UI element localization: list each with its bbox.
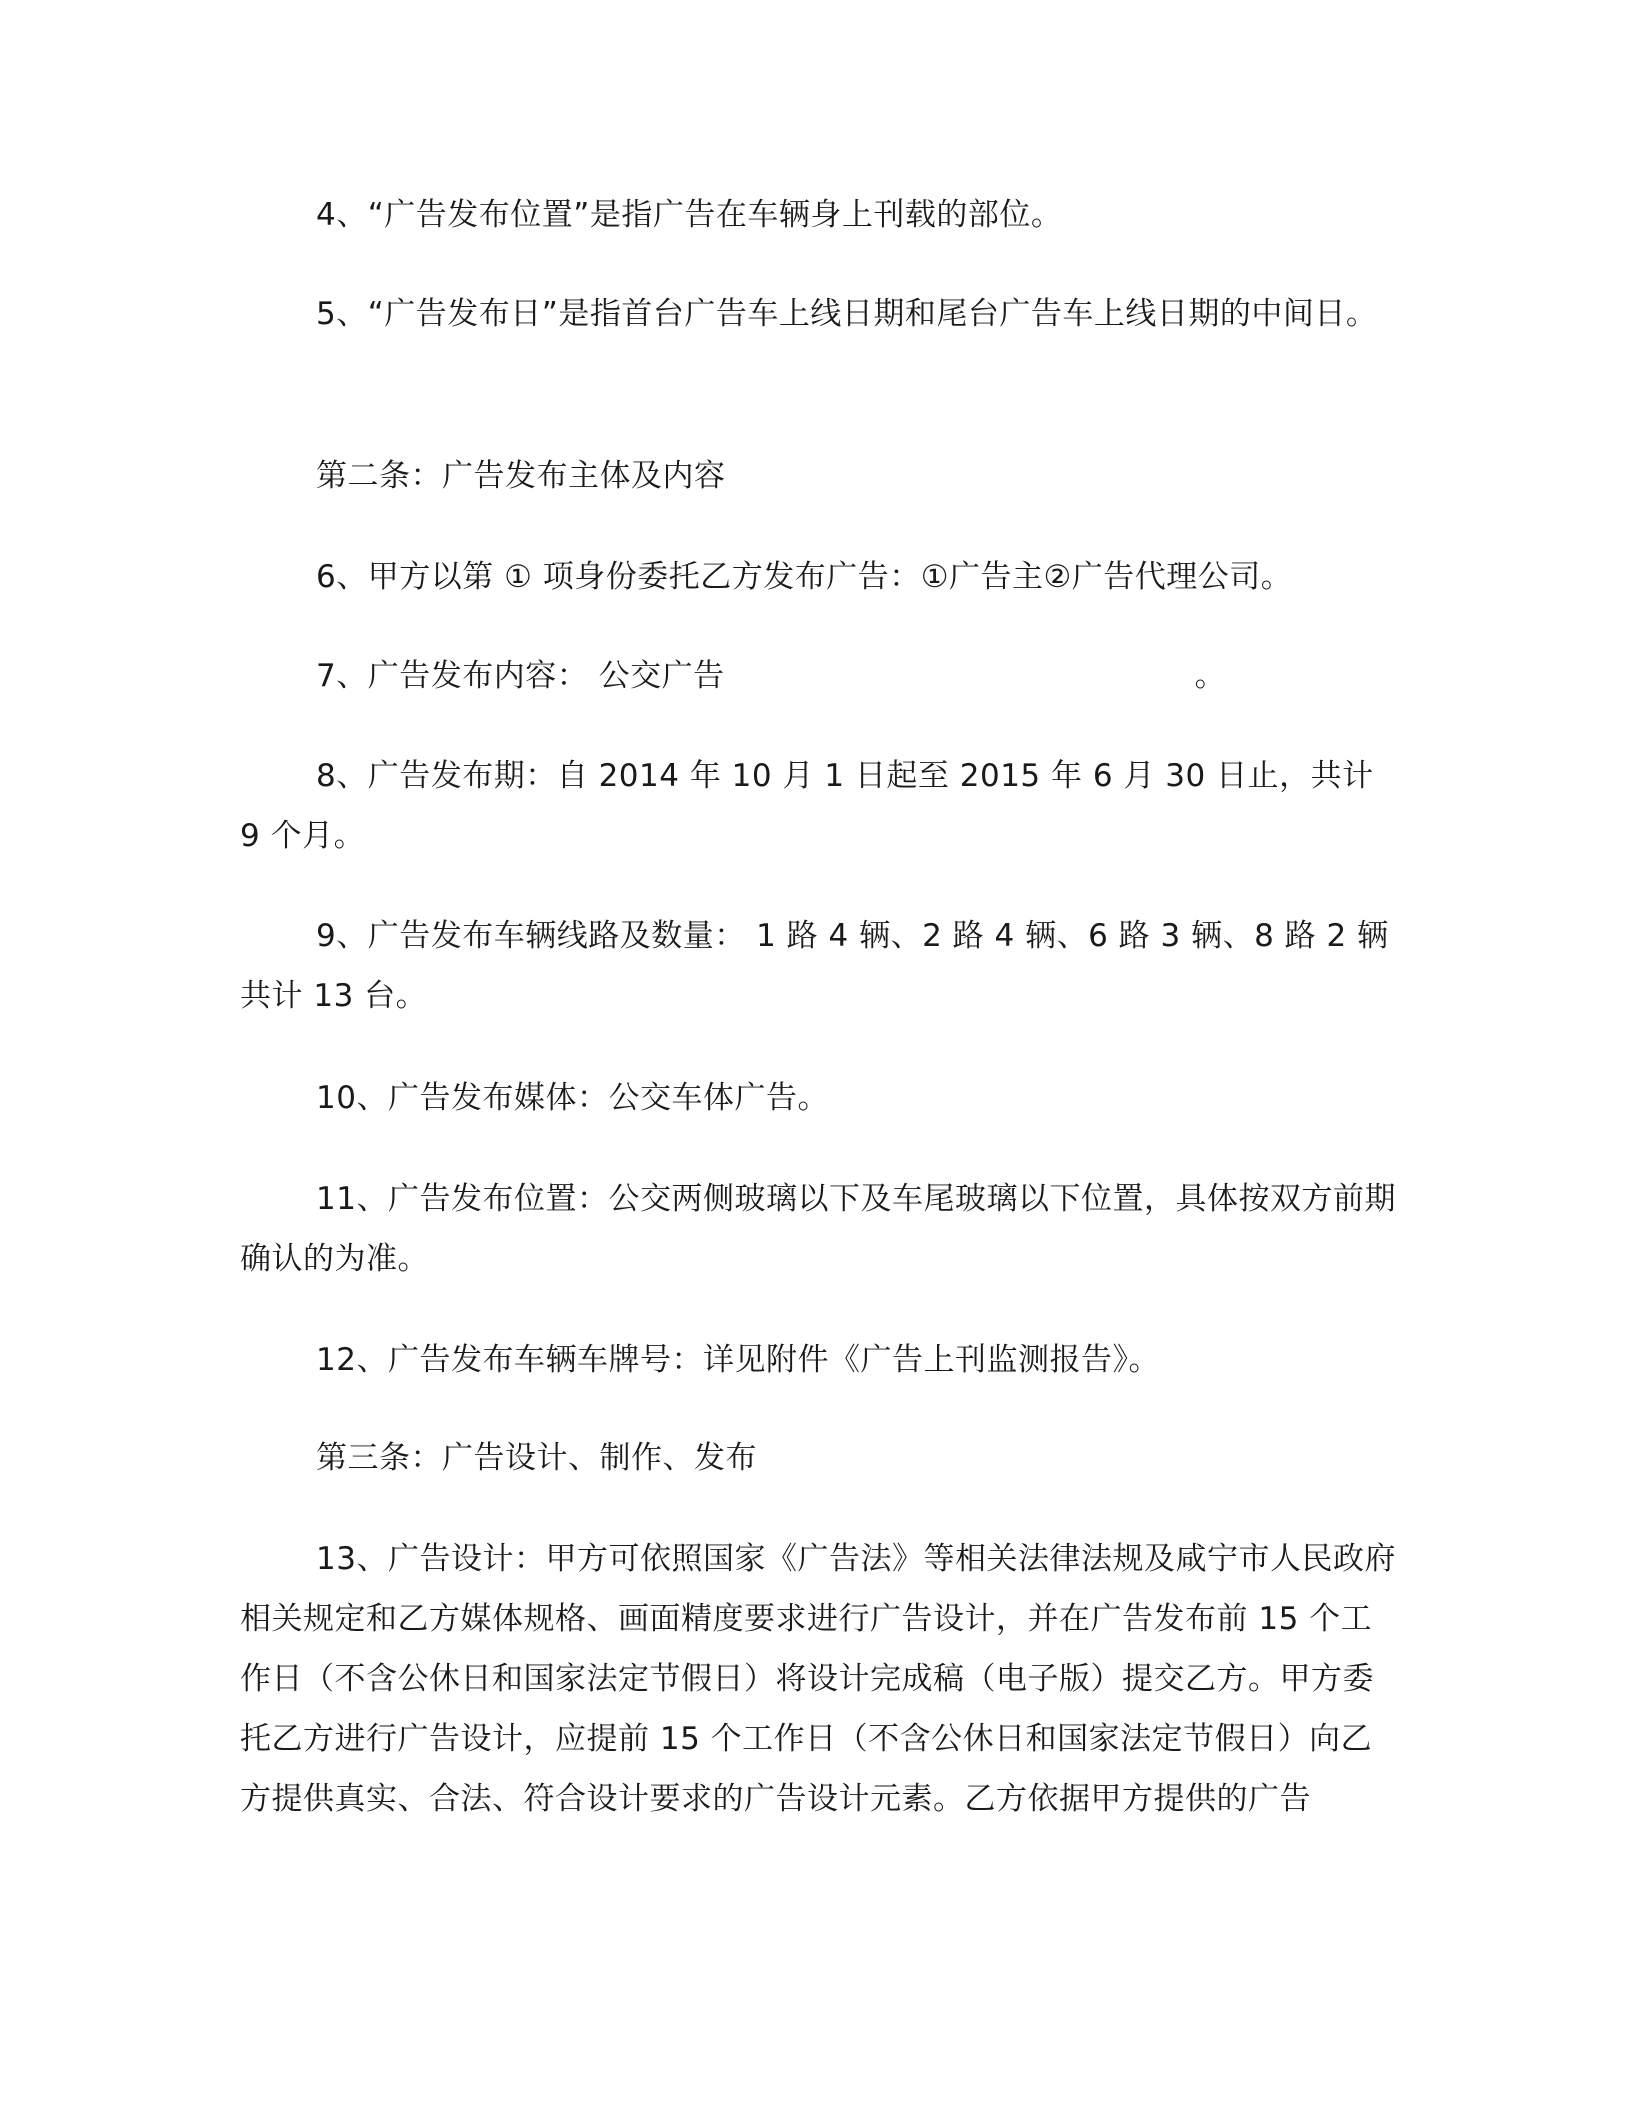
clause-9: 9、广告发布车辆线路及数量： 1 路 4 辆、2 路 4 辆、6 路 3 辆、8 路 2 辆 共计 13 台。	[240, 918, 1389, 1014]
section-heading-2: 第二条：广告发布主体及内容	[316, 458, 726, 494]
clause-7-text: 7、广告发布内容： 公交广告	[316, 658, 725, 694]
clause-7	[240, 646, 1400, 706]
clause-13: 13、广告设计：甲方可依照国家《广告法》等相关法律法规及咸宁市人民政府相关规定和乙方媒体规格、画面精度要求进行广告设计，并在广告发布前 15 个工作日（不含公休日和国家法定节假日）将设计完成稿（电子版）提交乙方。甲方委托乙方进行广告设计，应提前 15 个工作日（不含公休日和国家法定节假日）向乙方提供真实、合法、符合设计要求的广告设计元素。乙方依据甲方提供的广告	[240, 1541, 1396, 1817]
clause-7-period: 。	[1194, 658, 1227, 694]
clause-8: 8、广告发布期：自 2014 年 10 月 1 日起至 2015 年 6 月 30 日止，共计 9 个月。	[240, 758, 1374, 854]
clause-6: 6、甲方以第 ① 项身份委托乙方发布广告：①广告主②广告代理公司。	[316, 559, 1293, 595]
section-heading-3: 第三条：广告设计、制作、发布	[316, 1440, 757, 1476]
clause-11: 11、广告发布位置：公交两侧玻璃以下及车尾玻璃以下位置，具体按双方前期确认的为准。	[240, 1181, 1396, 1277]
clause-5: 5、“广告发布日”是指首台广告车上线日期和尾台广告车上线日期的中间日。	[316, 296, 1378, 332]
clause-12: 12、广告发布车辆车牌号：详见附件《广告上刊监测报告》。	[316, 1342, 1160, 1378]
clause-4: 4、“广告发布位置”是指广告在车辆身上刊载的部位。	[316, 197, 1063, 233]
clause-10: 10、广告发布媒体：公交车体广告。	[316, 1080, 829, 1116]
